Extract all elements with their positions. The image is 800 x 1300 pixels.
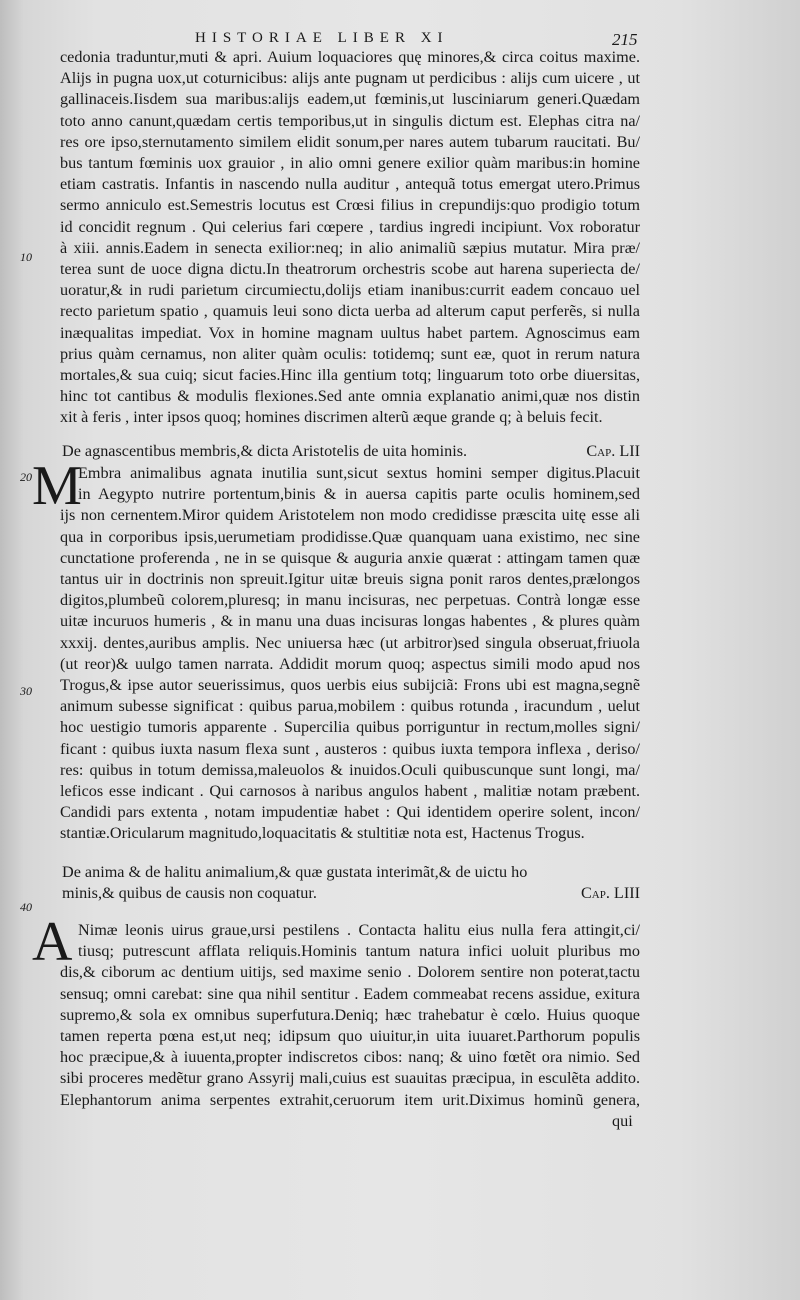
breath-text-line: Elephantorum anima serpentes extrahit,ceruorum item urit.Diximus hominũ genera, bbox=[60, 1090, 640, 1109]
breath-text-line: dis,& ciborum ac dentium uitijs, sed maxime senio . Dolorem sentire non poterat,tactu bbox=[60, 963, 640, 982]
chapter-title-line-1: De anima & de halitu animalium,& quæ gustata interimãt,& de uictu ho bbox=[62, 863, 528, 881]
voice-text-line: etiam castratis. Infantis in nascendo nulla auditur , antequã totus emergat utero.Primus bbox=[60, 175, 640, 194]
voice-text-line: toto anno canunt,quædam certis temporibus,ut in singulis dictum est. Elephas citra na/ bbox=[60, 111, 640, 130]
members-text-line: xxxij. dentes,auribus amplis. Nec uniuersa hæc (ut arbitror)sed singula obseruat,friuola bbox=[60, 633, 640, 652]
breath-text-line: tiusq; putrescunt afflata reliquis.Hominis tantum natura infici uoluit pluribus mo bbox=[78, 942, 640, 961]
voice-text-line: Alijs in pugna uox,ut coturnicibus: alijs ante pugnam ut perdicibus : alijs cum uicere , ut bbox=[60, 69, 640, 88]
voice-text-line: res ore ipso,sternutamento similem elidit sonum,per nares autem tubarum raucitati. Bu/ bbox=[60, 132, 640, 151]
chapter-title: De agnascentibus membris,& dicta Aristotelis de uita hominis. bbox=[62, 442, 468, 460]
members-text-line: res: quibus in totum demissa,maleuolos & inuidos.Oculi quibuscunque sunt longi, ma/ bbox=[60, 760, 640, 779]
breath-text-line: sensuq; omni carebat: sine qua nihil sentitur . Eadem commeabat recens assidue, exitura bbox=[60, 984, 640, 1003]
members-text-line: hoc uestigio tumoris apparente . Supercilia quibus porriguntur in rectum,molles signi/ bbox=[60, 718, 640, 737]
voice-text-line: inæqualitas impediat. Vox in homine magnam uultus habet partem. Agnoscimus eam bbox=[60, 323, 640, 342]
members-text-line: ijs non cernentem.Miror quidem Aristotelem non modo credidisse præscita uitę esse ali bbox=[60, 506, 640, 525]
members-text-line: Embra animalibus agnata inutilia sunt,sicut sextus homini semper digitus.Placuit bbox=[78, 464, 640, 482]
members-text-line: uitæ incuruos humeris , & in manu una duas incisuras longas habentes , & plures quàm bbox=[60, 612, 640, 631]
margin-line-number-20: 20 bbox=[20, 470, 32, 484]
chapter-number: Cap. LIII bbox=[580, 884, 640, 902]
chapter-heading-52 bbox=[62, 441, 640, 462]
margin-line-number-10: 10 bbox=[20, 250, 32, 264]
drop-capital: A bbox=[32, 911, 73, 973]
voice-text-line: bus tantum fœminis uox grauior , in alio omni genere exilior quàm maribus:in homine bbox=[60, 154, 640, 173]
members-text-line: animum subesse significat : quibus parua,mobilem : quibus rotunda , iracundum , uelut bbox=[60, 697, 640, 716]
members-text-line: Candidi pars extenta , notam impudentiæ habet : Qui identidem operire solent, incon/ bbox=[60, 803, 640, 822]
margin-line-number-30: 30 bbox=[20, 684, 32, 698]
voice-text-line: sermo anniculo est.Semestris locutus est Crœsi filius in crepundijs:quo prodigio totum bbox=[60, 196, 640, 215]
members-text-line: (ut reor)& uulgo tamen narrata. Addidit morum quoq; aspectus simili modo apud nos bbox=[60, 654, 640, 673]
margin-line-number-40: 40 bbox=[20, 900, 32, 914]
voice-text-line: uoratur,& in rudi parietum circumiectu,dolijs etiam inanibus:currit eadem concauo uel bbox=[60, 281, 640, 300]
members-text-line: ficant : quibus iuxta nasum flexa sunt , austeros : quibus iuxta tempora inflexa , deriso/ bbox=[60, 739, 640, 758]
voice-text-line: mortales,& sua cuiq; sicut facies.Hinc illa gentium totq; linguarum toto orbe diuersitas, bbox=[60, 366, 640, 385]
members-text-line: cunctatione proferenda , ne in se quisque & auguria anxie quærat : attingam tamen quæ bbox=[60, 548, 640, 567]
voice-text-line: xit à feris , inter ipsos quoq; homines discrimen alterũ æque grande q; à beluis fecit. bbox=[60, 408, 603, 427]
drop-capital: M bbox=[32, 455, 82, 517]
members-text-line: qua in corporibus ipsis,uerumetiam prodidisse.Quæ quanquam uana existimo, nec sine bbox=[60, 527, 640, 546]
breath-text-line: sibi proceres medẽtur grano Assyrij mali,cuius est suauitas præcipua, in esculẽta addito. bbox=[60, 1069, 640, 1088]
members-text-line: in Aegypto nutrire portentum,binis & in auersa capitis parte oculis hominem,sed bbox=[78, 485, 640, 504]
breath-text-line: hoc præcipue,& à iuuenta,propter indiscretos cibos: nanq; & uino fœtẽt ora nimio. Sed bbox=[60, 1048, 640, 1067]
chapter-heading-53 bbox=[62, 862, 640, 904]
members-text-line: leficos esse indicant . Qui carnosos à naribus angulos habent , malitiæ notam præbent. bbox=[60, 782, 640, 801]
voice-text-line: recto parietum spatio , quamuis leui sono dicta uerba ad alterum caput perferẽs, si nulla bbox=[60, 302, 640, 321]
voice-text-line: terea sunt de uoce digna dictu.In theatrorum orchestris scobe aut harena superiecta de/ bbox=[60, 260, 640, 279]
breath-text-line: tamen reperta pœna est,ut neq; idipsum quo uiuitur,in uita iuuaret.Parthorum populis bbox=[60, 1027, 640, 1046]
breath-text-line: Nimæ leonis uirus graue,ursi pestilens . Contacta halitu eius nulla fera attingit,ci/ bbox=[78, 921, 640, 939]
voice-text-line: id concidit regnum . Qui celerius fari cœpere , tardius ingredi incipiunt. Vox roboratur bbox=[60, 217, 640, 236]
members-text-line: stantiæ.Oricularum magnitudo,loquacitatis & stultitiæ nota est, Hactenus Trogus. bbox=[60, 824, 585, 843]
members-text-line: Trogus,& ipse autor seuerissimus, quos uerbis eius subijciã: Frons ubi est magna,segnẽ bbox=[60, 676, 640, 695]
paragraph-members bbox=[60, 463, 640, 845]
voice-text-line: hinc tot cantibus & modulis flexiones.Sed ante omnia explanatio animi,quæ nos distin bbox=[60, 387, 640, 406]
paragraph-breath bbox=[60, 920, 640, 1111]
paragraph-voice bbox=[60, 47, 640, 429]
breath-text-line: supremo,& sola ex omnibus superfutura.Deniq; hæc trahebatur è cœlo. Huius quoque bbox=[60, 1005, 640, 1024]
voice-text-line: à xiii. annis.Eadem in senecta exilior:neq; in alio animaliũ sæpius mutatur. Mira præ/ bbox=[60, 238, 640, 257]
running-head: HISTORIAE LIBER XI bbox=[195, 30, 449, 46]
voice-text-line: prius quàm cernamus, non aliter quàm oculis: totidemq; sunt eæ, quot in rerum natura bbox=[60, 344, 640, 363]
voice-text-line: cedonia traduntur,muti & apri. Auium loquaciores quę minores,& circa coitus maxime. bbox=[60, 48, 640, 66]
chapter-number: Cap. LII bbox=[586, 442, 640, 460]
members-text-line: tantus uir in doctrinis non spreuit.Igitur uitæ breuis signa ponit raros dentes,prælongos bbox=[60, 570, 640, 589]
chapter-title-line-2: minis,& quibus de causis non coquatur. bbox=[62, 884, 317, 902]
catchword: qui bbox=[612, 1112, 633, 1130]
members-text-line: digitos,plumbeũ colorem,pluresq; in manu incisuras, nec perpetuas. Contrà longæ esse bbox=[60, 591, 640, 610]
voice-text-line: gallinaceis.Iisdem sua maribus:alijs eadem,ut fœminis,ut lusciniarum generi.Quædam bbox=[60, 90, 640, 109]
page-number: 215 bbox=[612, 30, 638, 49]
